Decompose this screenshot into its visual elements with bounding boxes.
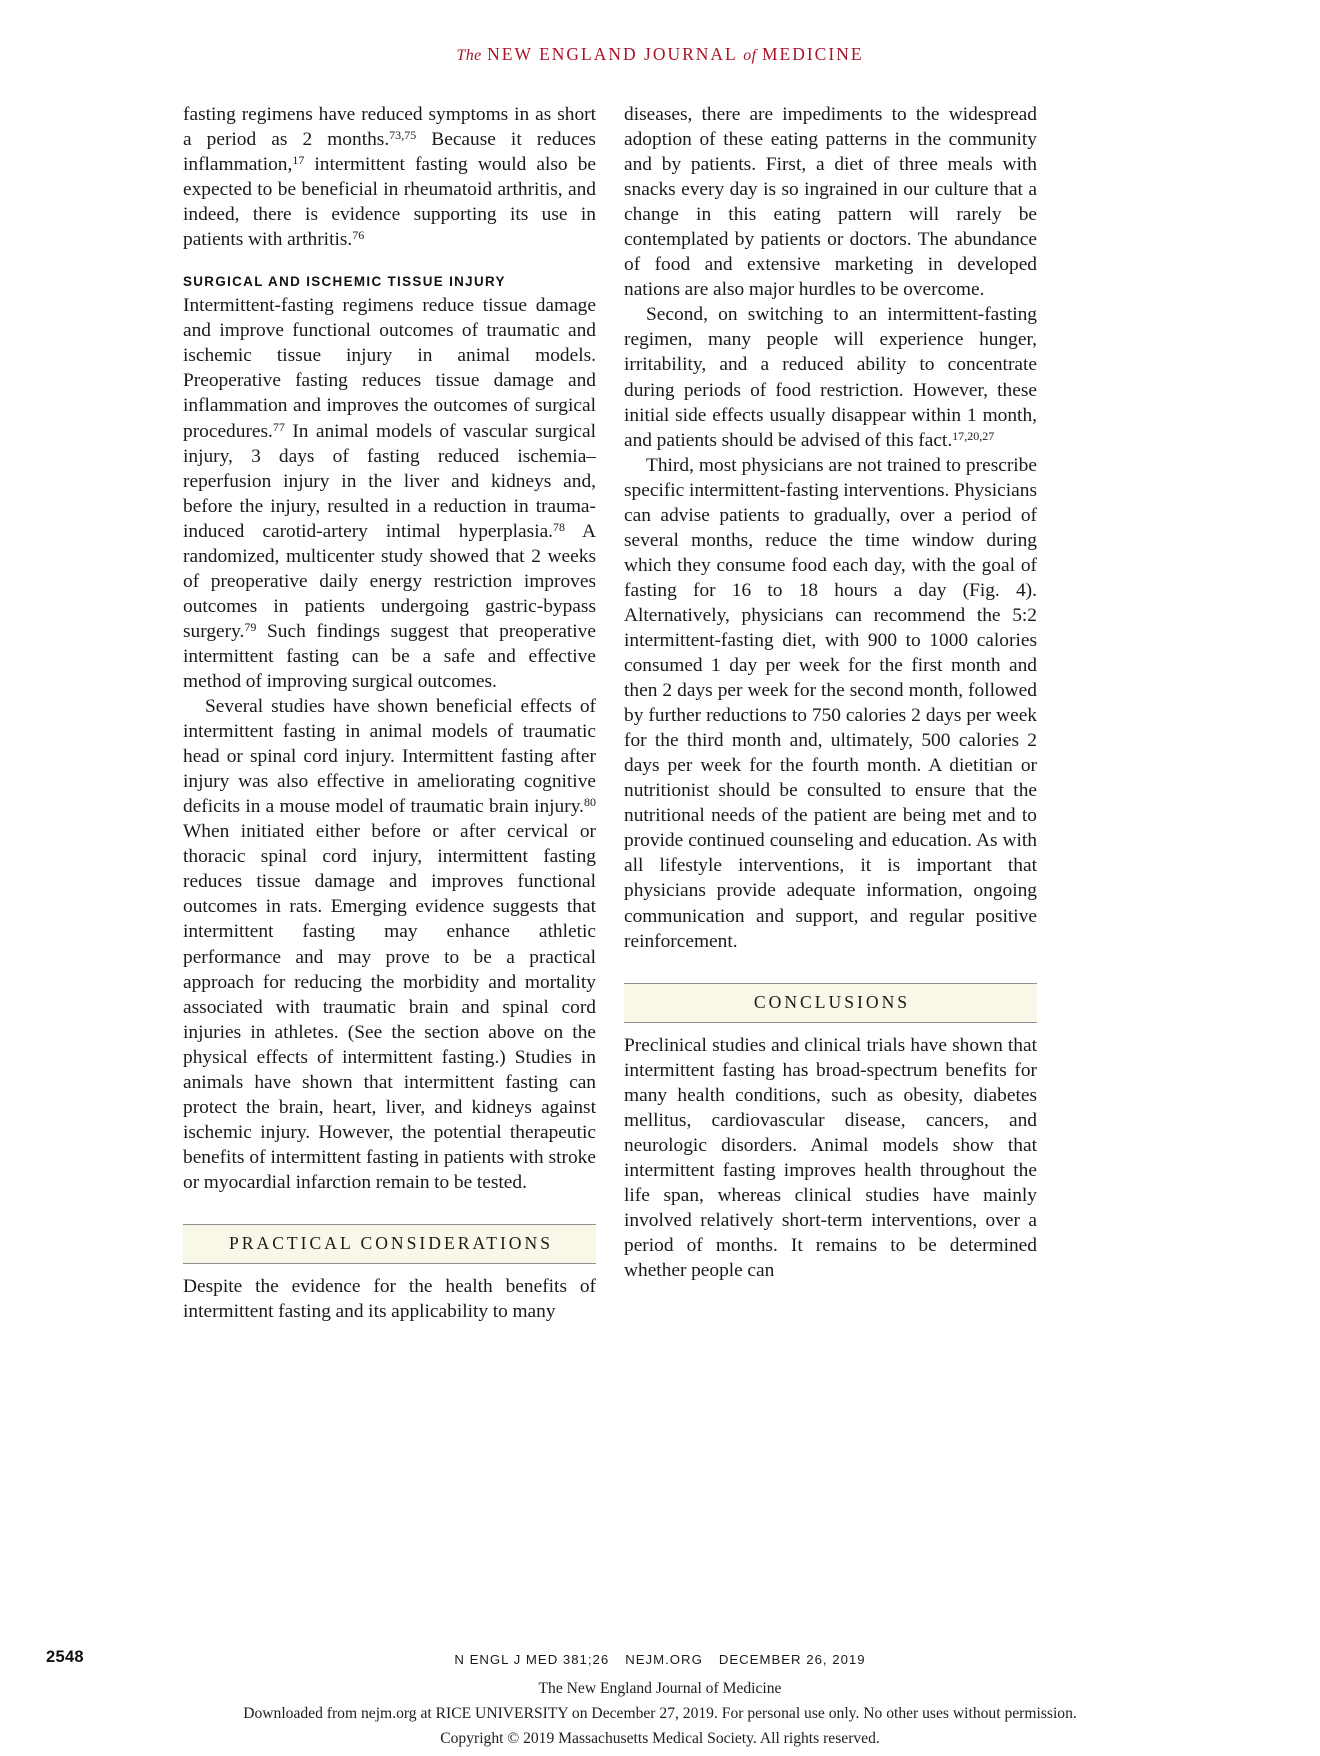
- right-column: [624, 102, 1037, 1390]
- paragraph-several-studies: [183, 694, 596, 1195]
- text-run: Intermittent-fasting regimens reduce tissue damage and improve functional outcomes of traumatic and ischemic tissue injury in animal models. Preoperative fasting reduces tissue damage and inflammation and improves the outcomes of surgical procedures.: [183, 295, 596, 442]
- section-band-label: CONCLUSIONS: [753, 992, 911, 1013]
- masthead-new-england-journal: NEW ENGLAND JOURNAL: [487, 44, 738, 64]
- journal-reference: N ENGL J MED 381;26: [454, 1652, 610, 1667]
- citation-superscript[interactable]: 17,20,27: [952, 428, 995, 443]
- citation-superscript[interactable]: 17: [292, 152, 305, 167]
- text-run: intermittent fasting would also be expected to be beneficial in rheumatoid arthritis, and indeed, there is evidence supporting its use in patients with arthritis.: [183, 154, 596, 251]
- text-run: Second, on switching to an intermittent-fasting regimen, many people will experience hunger, irritability, and a reduced ability to concentrate during periods of food restriction. However, these initial side effects usually disappear within 1 month, and patients should be advised of this fact.: [624, 304, 1037, 451]
- download-colophon: [0, 1676, 1320, 1751]
- text-run: A randomized, multicenter study showed that 2 weeks of preoperative daily energy restriction improves outcomes in patients undergoing gastric-bypass surgery.: [183, 520, 596, 642]
- paragraph-intermittent-fasting-regimens: [183, 293, 596, 694]
- citation-superscript[interactable]: 76: [352, 227, 365, 242]
- colophon-journal-name: The New England Journal of Medicine: [538, 1680, 782, 1697]
- journal-website[interactable]: NEJM.ORG: [625, 1652, 703, 1667]
- citation-superscript[interactable]: 79: [244, 619, 257, 634]
- paragraph-second-switching: [624, 302, 1037, 452]
- paragraph-third-most-physicians: Third, most physicians are not trained to prescribe specific intermittent-fasting interventions. Physicians can advise patients to gradually, over a period of several months, reduce the time window during which they consume food each day, with the goal of fasting for 16 to 18 hours a day (Fig. 4). Alternatively, physicians can recommend the 5:2 intermittent-fasting diet, with 900 to 1000 calories consumed 1 day per week for the first month and then 2 days per week for the second month, followed by further reductions to 750 calories 2 days per week for the third month and, ultimately, 500 calories 2 days per week for the fourth month. A dietitian or nutritionist should be consulted to ensure that the nutritional needs of the patient are being met and to provide continued counseling and education. As with all lifestyle interventions, it is important that physicians provide adequate information, ongoing communication and support, and regular positive reinforcement.: [624, 454, 1037, 952]
- issue-date: DECEMBER 26, 2019: [718, 1652, 866, 1667]
- colophon-copyright: Copyright © 2019 Massachusetts Medical Society. All rights reserved.: [440, 1730, 880, 1747]
- subsection-heading-surgical-ischemic: SURGICAL AND ISCHEMIC TISSUE INJURY: [183, 274, 506, 290]
- paragraph-continued-fasting-regimens: [183, 102, 596, 252]
- citation-superscript[interactable]: 80: [583, 794, 596, 809]
- journal-masthead: [0, 44, 1320, 65]
- masthead-of: of: [743, 47, 757, 64]
- running-footer: [0, 1652, 1320, 1667]
- section-band-conclusions: [624, 983, 1037, 1023]
- masthead-the: The: [456, 47, 482, 64]
- section-band-practical-considerations: [183, 1224, 596, 1264]
- text-run: In animal models of vascular surgical injury, 3 days of fasting reduced ischemia–reperfusion injury in the liver and kidneys and, before the injury, resulted in a reduction in trauma-induced carotid-artery intimal hyperplasia.: [183, 420, 596, 542]
- text-run: fasting regimens have reduced symptoms in as short a period as 2 months.: [183, 104, 596, 151]
- section-band-label: PRACTICAL CONSIDERATIONS: [228, 1233, 554, 1254]
- paragraph-despite-the-evidence: Despite the evidence for the health benefits of intermittent fasting and its applicability to many: [183, 1275, 596, 1323]
- masthead-medicine: MEDICINE: [761, 44, 864, 64]
- text-run: Because it reduces inflammation,: [183, 129, 596, 176]
- text-run: Such findings suggest that preoperative intermittent fasting can be a safe and effective method of improving surgical outcomes.: [183, 620, 596, 692]
- text-run: When initiated either before or after cervical or thoracic spinal cord injury, intermittent fasting reduces tissue damage and improves functional outcomes in rats. Emerging evidence suggests that intermittent fasting may enhance athletic performance and may prove to be a practical approach for reducing the morbidity and mortality associated with traumatic brain and spinal cord injuries in athletes. (See the section above on the physical effects of intermittent fasting.) Studies in animals have shown that intermittent fasting can protect the brain, heart, liver, and kidneys against ischemic injury. However, the potential therapeutic benefits of intermittent fasting in patients with stroke or myocardial infarction remain to be tested.: [183, 821, 596, 1193]
- citation-superscript[interactable]: 77: [272, 419, 285, 434]
- colophon-download-notice: Downloaded from nejm.org at RICE UNIVERSITY on December 27, 2019. For personal use only. No other uses without permission.: [243, 1705, 1077, 1722]
- text-run: Several studies have shown beneficial effects of intermittent fasting in animal models of traumatic head or spinal cord injury. Intermittent fasting after injury was also effective in ameliorating cognitive deficits in a mouse model of traumatic brain injury.: [183, 696, 596, 818]
- citation-superscript[interactable]: 73,75: [389, 127, 417, 142]
- paragraph-preclinical-studies: Preclinical studies and clinical trials have shown that intermittent fasting has broad-spectrum benefits for many health conditions, such as obesity, diabetes mellitus, cardiovascular disease, cancers, and neurologic disorders. Animal models show that intermittent fasting improves health throughout the life span, whereas clinical studies have mainly involved relatively short-term interventions, over a period of months. It remains to be determined whether people can: [624, 1034, 1037, 1282]
- left-column: [183, 102, 596, 1390]
- page-number: 2548: [46, 1648, 84, 1666]
- paragraph-diseases-impediments: diseases, there are impediments to the widespread adoption of these eating patterns in the community and by patients. First, a diet of three meals with snacks every day is so ingrained in our culture that a change in this eating pattern will rarely be contemplated by patients or doctors. The abundance of food and extensive marketing in developed nations are also major hurdles to be overcome.: [624, 104, 1037, 301]
- citation-superscript[interactable]: 78: [553, 519, 566, 534]
- article-body: [183, 102, 1137, 1390]
